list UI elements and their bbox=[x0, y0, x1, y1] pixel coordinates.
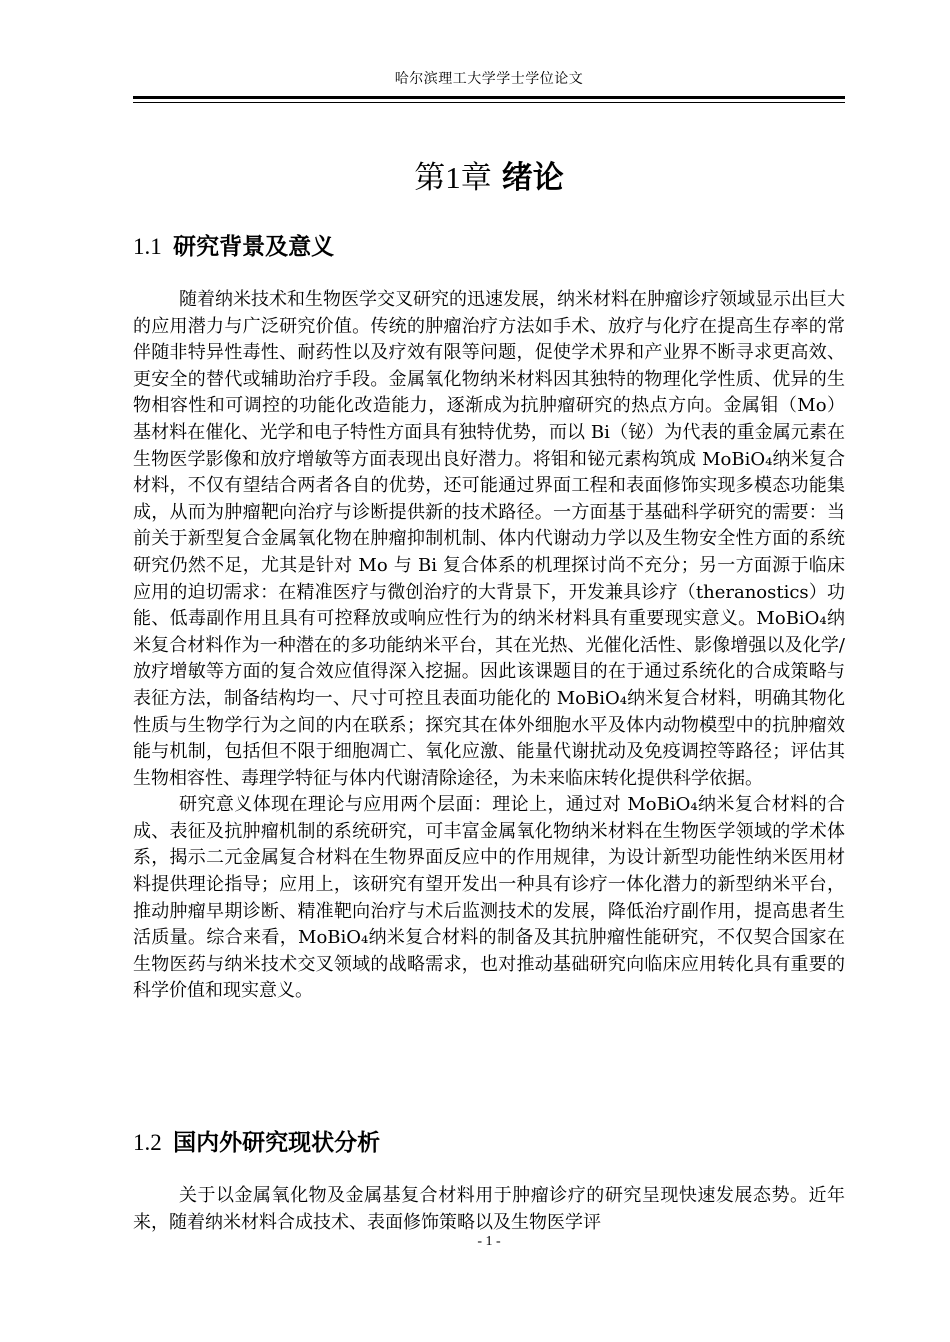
chapter-name: 绪论 bbox=[501, 160, 564, 196]
section-1-2-body bbox=[133, 1183, 845, 1236]
section-number: 1.1 bbox=[133, 234, 162, 259]
body-paragraph: 随着纳米技术和生物医学交叉研究的迅速发展，纳米材料在肿瘤诊疗领域显示出巨大的应用潜力与广泛研究价值。传统的肿瘤治疗方法如手术、放疗与化疗在提高生存率的常伴随非特异性毒性、耐药性以及疗效有限等问题，促使学术界和产业界不断寻求更高效、更安全的替代或辅助治疗手段。金属氧化物纳米材料因其独特的物理化学性质、优异的生物相容性和可调控的功能化改造能力，逐渐成为抗肿瘤研究的热点方向。金属钼（Mo）基材料在催化、光学和电子特性方面具有独特优势，而以 Bi（铋）为代表的重金属元素在生物医学影像和放疗增敏等方面表现出良好潜力。将钼和铋元素构筑成 MoBiO₄纳米复合材料，不仅有望结合两者各自的优势，还可能通过界面工程和表面修饰实现多模态功能集成，从而为肿瘤靶向治疗与诊断提供新的技术路径。一方面基于基础科学研究的需要：当前关于新型复合金属氧化物在肿瘤抑制机制、体内代谢动力学以及生物安全性方面的系统研究仍然不足，尤其是针对 Mo 与 Bi 复合体系的机理探讨尚不充分；另一方面源于临床应用的迫切需求：在精准医疗与微创治疗的大背景下，开发兼具诊疗（theranostics）功能、低毒副作用且具有可控释放或响应性行为的纳米材料具有重要现实意义。MoBiO₄纳米复合材料作为一种潜在的多功能纳米平台，其在光热、光催化活性、影像增强以及化学/放疗增敏等方面的复合效应值得深入挖掘。因此该课题目的在于通过系统化的合成策略与表征方法，制备结构均一、尺寸可控且表面功能化的 MoBiO₄纳米复合材料，明确其物化性质与生物学行为之间的内在联系；探究其在体外细胞水平及体内动物模型中的抗肿瘤效能与机制，包括但不限于细胞凋亡、氧化应激、能量代谢扰动及免疫调控等路径；评估其生物相容性、毒理学特征与体内代谢清除途径，为未来临床转化提供科学依据。 bbox=[133, 289, 845, 789]
running-header: 哈尔滨理工大学学士学位论文 bbox=[394, 71, 584, 87]
section-heading-1-2 bbox=[133, 1124, 380, 1157]
section-heading-1-1 bbox=[133, 228, 334, 261]
section-number: 1.2 bbox=[133, 1130, 162, 1155]
chapter-number: 第1章 bbox=[414, 160, 492, 195]
page-number: - 1 - bbox=[477, 1234, 501, 1249]
body-paragraph: 关于以金属氧化物及金属基复合材料用于肿瘤诊疗的研究呈现快速发展态势。近年来，随着纳米材料合成技术、表面修饰策略以及生物医学评 bbox=[133, 1185, 845, 1233]
header-rule-thin bbox=[133, 102, 845, 103]
chapter-title bbox=[133, 152, 845, 197]
body-paragraph: 研究意义体现在理论与应用两个层面：理论上，通过对 MoBiO₄纳米复合材料的合成、表征及抗肿瘤机制的系统研究，可丰富金属氧化物纳米材料在生物医学领域的学术体系，揭示二元金属复合材料在生物界面反应中的作用规律，为设计新型功能性纳米医用材料提供理论指导；应用上，该研究有望开发出一种具有诊疗一体化潜力的新型纳米平台，推动肿瘤早期诊断、精准靶向治疗与术后监测技术的发展，降低治疗副作用，提高患者生活质量。综合来看，MoBiO₄纳米复合材料的制备及其抗肿瘤性能研究，不仅契合国家在生物医药与纳米技术交叉领域的战略需求，也对推动基础研究向临床应用转化具有重要的科学价值和现实意义。 bbox=[133, 794, 845, 1002]
section-title: 研究背景及意义 bbox=[173, 234, 335, 260]
section-title: 国内外研究现状分析 bbox=[173, 1130, 381, 1156]
section-1-1-body bbox=[133, 287, 845, 1005]
header-rule-thick bbox=[133, 96, 845, 99]
